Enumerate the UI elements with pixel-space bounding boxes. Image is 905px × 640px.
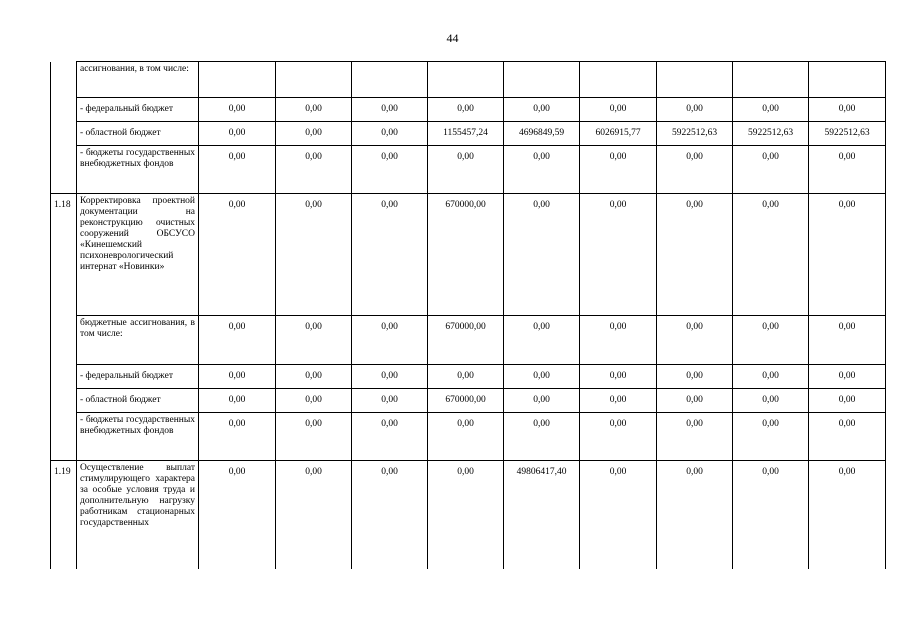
table-row: [51, 461, 886, 569]
value-cell: 0,00: [733, 365, 809, 389]
value-cell: 0,00: [504, 194, 580, 316]
budget-table: [50, 61, 886, 569]
row-index: [51, 365, 77, 389]
value-cell: 0,00: [809, 461, 886, 569]
table-row: [51, 316, 886, 365]
value-cell: 6026915,77: [580, 122, 657, 146]
value-cell: 0,00: [352, 122, 428, 146]
value-cell: 0,00: [657, 389, 733, 413]
value-cell: 0,00: [276, 146, 352, 194]
table-row: [51, 98, 886, 122]
value-cell: 0,00: [504, 413, 580, 461]
value-cell: 5922512,63: [657, 122, 733, 146]
value-cell: 0,00: [352, 365, 428, 389]
value-cell: 0,00: [352, 461, 428, 569]
value-cell: 0,00: [733, 316, 809, 365]
value-cell: 0,00: [352, 98, 428, 122]
value-cell: 0,00: [428, 461, 504, 569]
value-cell: 0,00: [199, 316, 276, 365]
value-cell: 0,00: [733, 389, 809, 413]
value-cell: 0,00: [657, 365, 733, 389]
value-cell: 0,00: [199, 194, 276, 316]
row-index: [51, 98, 77, 122]
row-index: [51, 316, 77, 365]
value-cell: 0,00: [733, 194, 809, 316]
value-cell: 0,00: [580, 146, 657, 194]
value-cell: 670000,00: [428, 389, 504, 413]
row-index: [51, 389, 77, 413]
value-cell: 0,00: [733, 98, 809, 122]
row-index: 1.19: [51, 461, 77, 569]
row-label: - бюджеты государственных внебюджетных фондов: [77, 413, 199, 461]
value-cell: 0,00: [276, 365, 352, 389]
value-cell: 670000,00: [428, 316, 504, 365]
row-label: - областной бюджет: [77, 122, 199, 146]
value-cell: 0,00: [504, 146, 580, 194]
table-row: [51, 146, 886, 194]
row-index: [51, 146, 77, 194]
value-cell: 670000,00: [428, 194, 504, 316]
value-cell: 0,00: [657, 461, 733, 569]
value-cell: 0,00: [428, 146, 504, 194]
value-cell: [352, 62, 428, 98]
value-cell: 0,00: [809, 194, 886, 316]
table-row: [51, 389, 886, 413]
row-index: 1.18: [51, 194, 77, 316]
row-index: [51, 62, 77, 98]
value-cell: 0,00: [809, 316, 886, 365]
table-row: [51, 365, 886, 389]
value-cell: 5922512,63: [733, 122, 809, 146]
value-cell: 0,00: [276, 98, 352, 122]
value-cell: 0,00: [199, 413, 276, 461]
value-cell: 0,00: [352, 316, 428, 365]
value-cell: 5922512,63: [809, 122, 886, 146]
value-cell: [504, 62, 580, 98]
value-cell: 0,00: [504, 389, 580, 413]
row-label: Корректировка проектной документации на реконструкцию очистных сооружений ОБСУСО «Кинешемский психоневрологический интернат «Новинки»: [77, 194, 199, 316]
value-cell: 0,00: [199, 122, 276, 146]
value-cell: 0,00: [276, 316, 352, 365]
value-cell: 0,00: [276, 461, 352, 569]
page-number: 44: [446, 31, 459, 45]
value-cell: 0,00: [504, 98, 580, 122]
table-row: [51, 413, 886, 461]
value-cell: 0,00: [352, 389, 428, 413]
value-cell: 0,00: [657, 316, 733, 365]
value-cell: 0,00: [733, 461, 809, 569]
value-cell: 0,00: [580, 413, 657, 461]
value-cell: [580, 62, 657, 98]
row-label: - федеральный бюджет: [77, 98, 199, 122]
table-row: [51, 122, 886, 146]
value-cell: 0,00: [428, 413, 504, 461]
value-cell: 0,00: [199, 146, 276, 194]
value-cell: [428, 62, 504, 98]
value-cell: 0,00: [352, 194, 428, 316]
value-cell: 0,00: [580, 461, 657, 569]
value-cell: [199, 62, 276, 98]
value-cell: 0,00: [199, 389, 276, 413]
value-cell: 49806417,40: [504, 461, 580, 569]
value-cell: 0,00: [809, 389, 886, 413]
value-cell: 4696849,59: [504, 122, 580, 146]
value-cell: [809, 62, 886, 98]
value-cell: 0,00: [580, 389, 657, 413]
row-label: ассигнования, в том числе:: [77, 62, 199, 98]
value-cell: 0,00: [733, 413, 809, 461]
value-cell: 0,00: [809, 365, 886, 389]
value-cell: 0,00: [657, 413, 733, 461]
value-cell: 0,00: [580, 365, 657, 389]
value-cell: 0,00: [657, 194, 733, 316]
row-label: бюджетные ассигнования, в том числе:: [77, 316, 199, 365]
value-cell: 0,00: [809, 146, 886, 194]
value-cell: 0,00: [428, 98, 504, 122]
table-row: [51, 62, 886, 98]
value-cell: 0,00: [199, 461, 276, 569]
value-cell: 0,00: [352, 413, 428, 461]
value-cell: 0,00: [199, 365, 276, 389]
row-index: [51, 122, 77, 146]
row-label: - бюджеты государственных внебюджетных фондов: [77, 146, 199, 194]
value-cell: 0,00: [276, 413, 352, 461]
value-cell: 0,00: [580, 98, 657, 122]
value-cell: 0,00: [199, 98, 276, 122]
table-row: [51, 194, 886, 316]
value-cell: 0,00: [809, 98, 886, 122]
value-cell: 0,00: [657, 98, 733, 122]
value-cell: [276, 62, 352, 98]
value-cell: 0,00: [276, 122, 352, 146]
value-cell: 0,00: [276, 389, 352, 413]
value-cell: 0,00: [504, 365, 580, 389]
value-cell: 0,00: [580, 194, 657, 316]
row-label: Осуществление выплат стимулирующего характера за особые условия труда и дополнительную нагрузку работникам стационарных государственных: [77, 461, 199, 569]
value-cell: 0,00: [352, 146, 428, 194]
value-cell: 0,00: [276, 194, 352, 316]
row-index: [51, 413, 77, 461]
value-cell: 0,00: [580, 316, 657, 365]
value-cell: [733, 62, 809, 98]
row-label: - федеральный бюджет: [77, 365, 199, 389]
row-label: - областной бюджет: [77, 389, 199, 413]
value-cell: [657, 62, 733, 98]
value-cell: 1155457,24: [428, 122, 504, 146]
value-cell: 0,00: [733, 146, 809, 194]
value-cell: 0,00: [428, 365, 504, 389]
value-cell: 0,00: [809, 413, 886, 461]
value-cell: 0,00: [504, 316, 580, 365]
value-cell: 0,00: [657, 146, 733, 194]
